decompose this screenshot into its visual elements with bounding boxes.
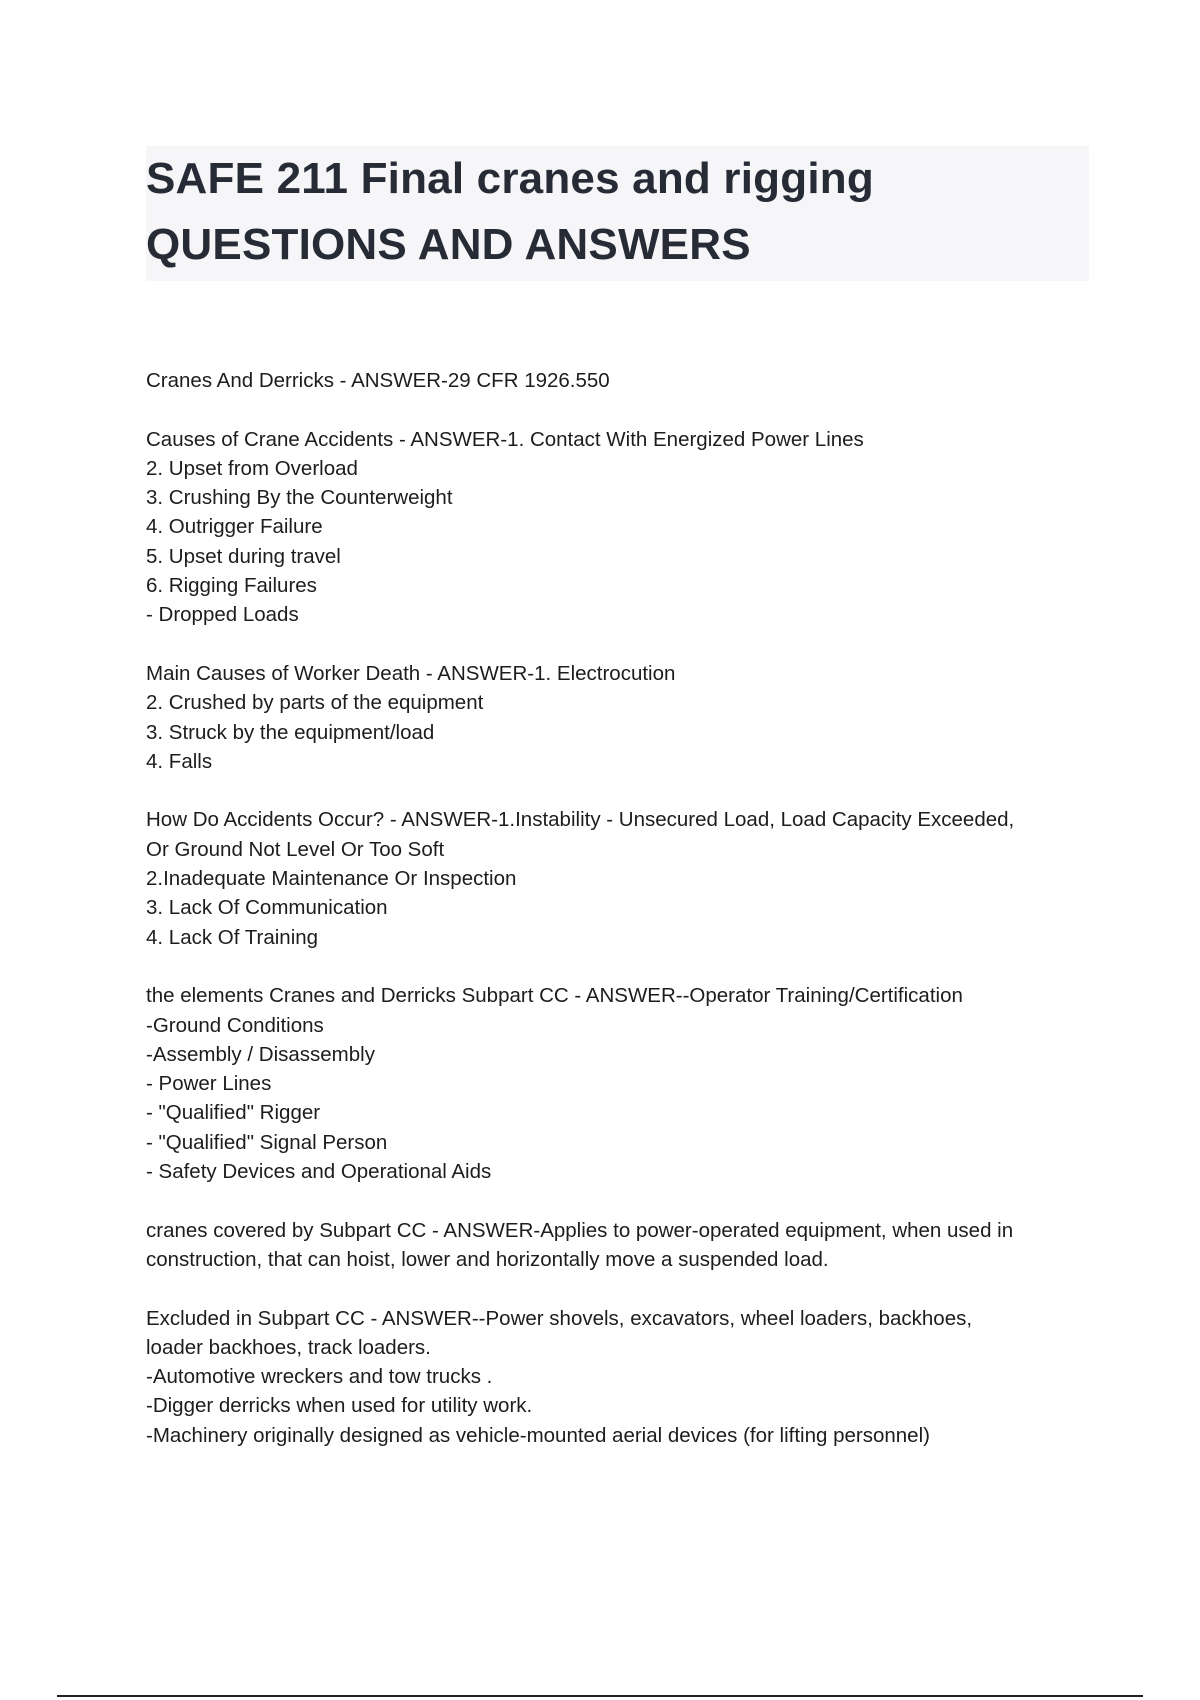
qa-line: 4. Lack Of Training — [146, 925, 319, 949]
qa-line: -Machinery originally designed as vehicle-mounted aerial devices (for lifting personnel) — [146, 1423, 930, 1447]
qa-line: -Ground Conditions — [146, 1013, 324, 1037]
qa-line: - "Qualified" Signal Person — [146, 1130, 388, 1154]
qa-line: construction, that can hoist, lower and horizontally move a suspended load. — [146, 1247, 829, 1271]
qa-line: 3. Crushing By the Counterweight — [146, 486, 453, 510]
qa-line: 4. Falls — [146, 749, 213, 773]
qa-line: -Digger derricks when used for utility work. — [146, 1394, 533, 1418]
qa-line: Main Causes of Worker Death - ANSWER-1. Electrocution — [146, 661, 676, 685]
qa-item-how-do-accidents-occur — [146, 805, 1096, 951]
qa-line: Cranes And Derricks - ANSWER-29 CFR 1926.550 — [146, 369, 610, 392]
title-line-2: QUESTIONS AND ANSWERS — [146, 220, 751, 269]
qa-item-causes-of-crane-accidents — [146, 425, 1096, 630]
qa-item-main-causes-of-worker-death — [146, 659, 1096, 776]
qa-line: loader backhoes, track loaders. — [146, 1335, 431, 1359]
qa-line: 3. Struck by the equipment/load — [146, 720, 435, 744]
qa-line: 2.Inadequate Maintenance Or Inspection — [146, 867, 517, 891]
qa-line: Excluded in Subpart CC - ANSWER--Power shovels, excavators, wheel loaders, backhoes, — [146, 1306, 973, 1330]
qa-line: 3. Lack Of Communication — [146, 896, 388, 920]
qa-item-cranes-and-derricks — [146, 366, 1096, 395]
qa-line: 5. Upset during travel — [146, 544, 341, 568]
qa-line: Causes of Crane Accidents - ANSWER-1. Contact With Energized Power Lines — [146, 427, 864, 451]
qa-line: - Safety Devices and Operational Aids — [146, 1160, 492, 1184]
footer-divider — [57, 1695, 1143, 1697]
qa-line: Or Ground Not Level Or Too Soft — [146, 837, 445, 861]
qa-line: cranes covered by Subpart CC - ANSWER-Applies to power-operated equipment, when used in — [146, 1218, 1014, 1242]
qa-item-cranes-covered-by-subpart-cc — [146, 1216, 1096, 1275]
qa-line: How Do Accidents Occur? - ANSWER-1.Instability - Unsecured Load, Load Capacity Exceeded, — [146, 808, 1015, 832]
title-line-1: SAFE 211 Final cranes and rigging — [146, 154, 874, 203]
qa-item-subpart-cc-elements — [146, 981, 1096, 1186]
qa-line: - Dropped Loads — [146, 603, 299, 627]
qa-item-excluded-in-subpart-cc — [146, 1304, 1096, 1450]
qa-list — [146, 366, 1096, 1479]
qa-line: 2. Upset from Overload — [146, 456, 358, 480]
qa-line: - "Qualified" Rigger — [146, 1101, 321, 1125]
qa-line: the elements Cranes and Derricks Subpart CC - ANSWER--Operator Training/Certification — [146, 984, 963, 1008]
qa-line: 6. Rigging Failures — [146, 574, 317, 598]
qa-line: - Power Lines — [146, 1072, 272, 1096]
document-title — [146, 146, 1089, 281]
qa-line: -Assembly / Disassembly — [146, 1042, 375, 1066]
qa-line: -Automotive wreckers and tow trucks . — [146, 1365, 493, 1389]
qa-line: 4. Outrigger Failure — [146, 515, 323, 539]
qa-line: 2. Crushed by parts of the equipment — [146, 691, 484, 715]
